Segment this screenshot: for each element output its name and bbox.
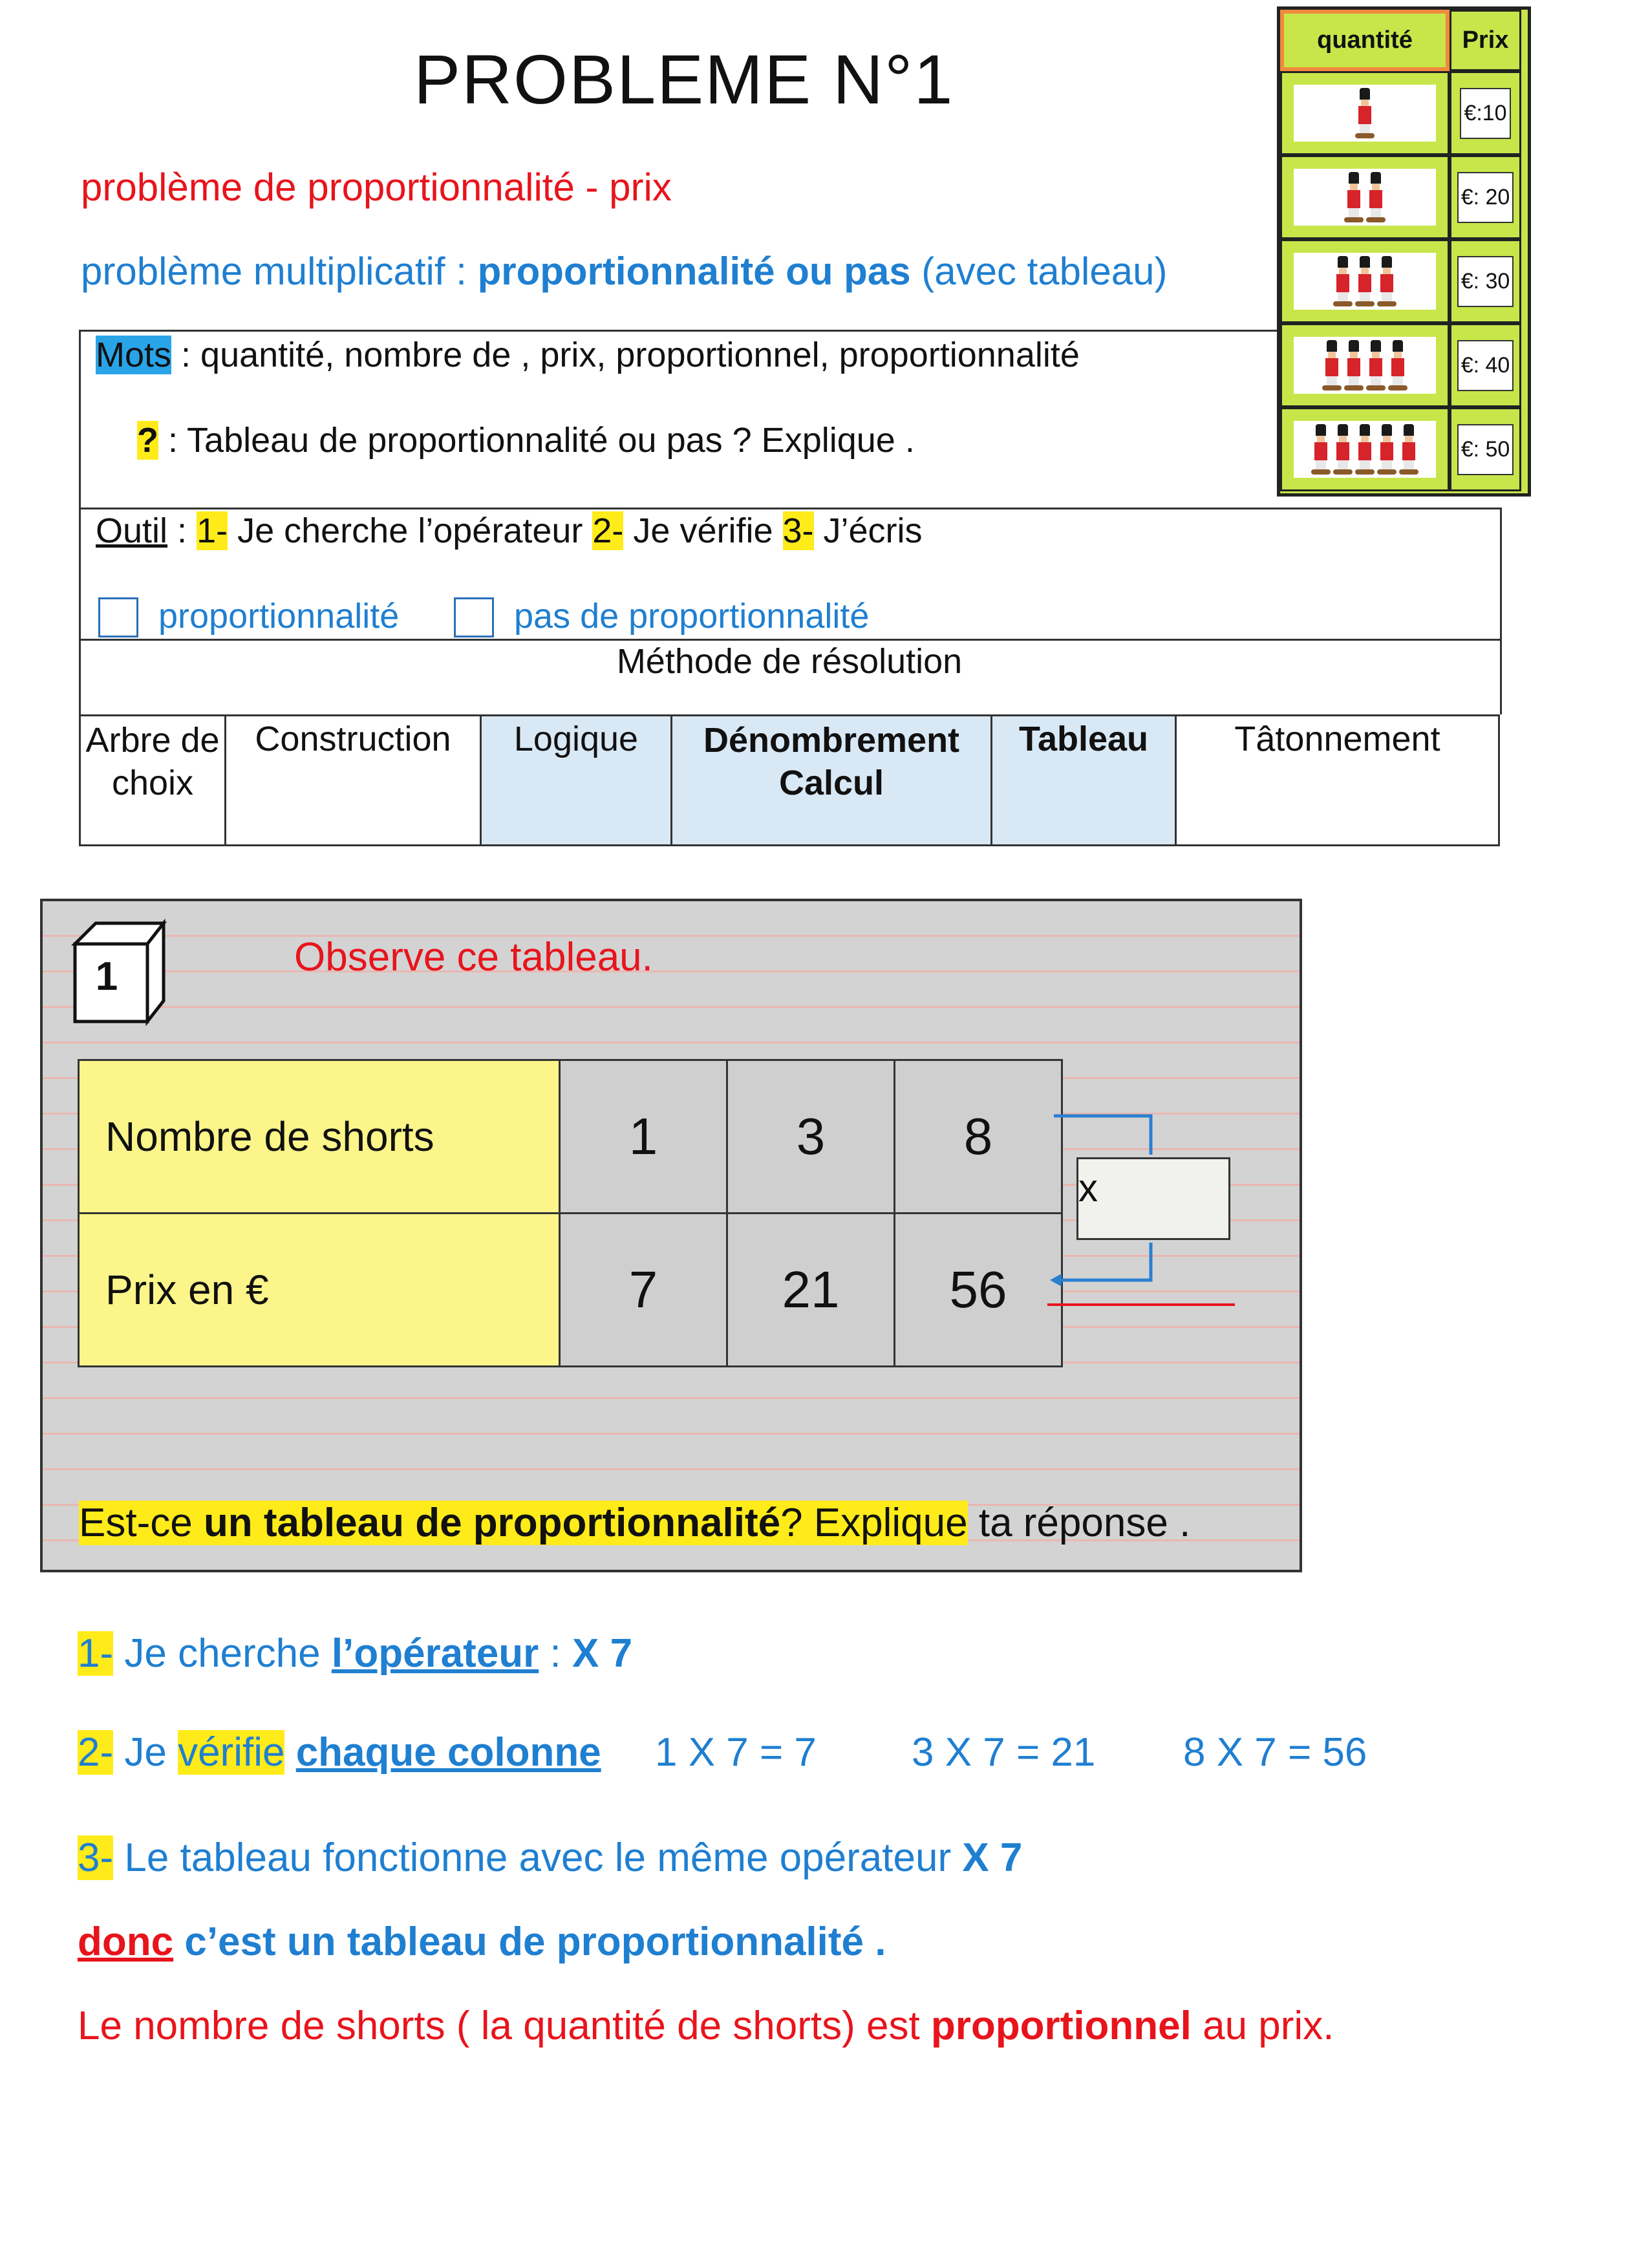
operator-box-text: x	[1078, 1166, 1098, 1210]
row2-cell: 21	[727, 1214, 895, 1367]
answer-eq1: 1 X 7 = 7	[655, 1730, 817, 1775]
outil-label: Outil	[96, 511, 168, 550]
toy-soldier-icon	[1369, 340, 1383, 390]
answer-l5-b: proportionnel	[930, 2004, 1192, 2048]
answer-step2: 2-	[78, 1730, 114, 1775]
question-c: ?	[780, 1501, 814, 1545]
price-row-quantity	[1280, 155, 1450, 239]
question-line	[137, 420, 915, 460]
methode-title: Méthode de résolution	[616, 642, 963, 681]
outil-step2: 2-	[592, 511, 624, 550]
exercise-instruction: Observe ce tableau.	[294, 935, 653, 979]
answer-eq3: 8 X 7 = 56	[1183, 1730, 1367, 1775]
exercise-number: 1	[95, 954, 118, 999]
question-e: ta réponse .	[967, 1501, 1191, 1545]
subtitle-blue-b: proportionnalité ou pas	[477, 250, 911, 293]
answer-l1-a: Je cherche	[113, 1631, 332, 1676]
price-row-price	[1450, 407, 1521, 491]
row2-cell: 7	[560, 1214, 727, 1367]
toy-soldier-icon	[1347, 172, 1361, 222]
outil-step1: 1-	[197, 511, 228, 550]
question-text: : Tableau de proportionnalité ou pas ? Explique .	[158, 421, 915, 460]
price-row-price	[1450, 155, 1521, 239]
method-logique: Logique	[481, 716, 672, 846]
table-row	[79, 1214, 1062, 1367]
method-tableau: Tableau	[992, 716, 1176, 846]
row2-label: Prix en €	[79, 1214, 560, 1367]
toy-soldier-icon	[1347, 340, 1361, 390]
price-row-quantity	[1280, 239, 1450, 323]
row1-cell: 1	[560, 1060, 727, 1214]
outil-text3: J’écris	[813, 511, 923, 550]
toy-soldier-icon	[1336, 256, 1350, 306]
price-value: €: 20	[1457, 172, 1514, 223]
price-row-price	[1450, 71, 1521, 155]
subtitle-blue-a: problème multiplicatif :	[81, 250, 478, 293]
toy-soldier-icon	[1358, 88, 1372, 138]
answer-l3-a: Le tableau fonctionne avec le même opérateur	[113, 1835, 963, 1880]
check1-label: proportionnalité	[158, 597, 400, 636]
price-value: €: 50	[1457, 424, 1514, 475]
shorts-table	[78, 1059, 1063, 1367]
toy-soldier-icon	[1402, 424, 1416, 475]
toy-soldier-icon	[1391, 340, 1405, 390]
page-title: PROBLEME N°1	[414, 40, 954, 118]
price-image-table	[1277, 6, 1531, 497]
price-value: €:10	[1460, 88, 1510, 139]
answer-l3-b: X 7	[962, 1835, 1023, 1880]
question-a: Est-ce	[79, 1501, 204, 1545]
toy-soldier-icon	[1380, 424, 1394, 475]
row1-cell: 3	[727, 1060, 895, 1214]
price-row-quantity	[1280, 71, 1450, 155]
toy-soldier-icon	[1369, 172, 1383, 222]
answer-line-4	[78, 1919, 886, 1965]
price-row-price	[1450, 323, 1521, 407]
check2-label: pas de proportionnalité	[514, 597, 870, 636]
subtitle-red: problème de proportionnalité - prix	[81, 166, 672, 209]
outil-line	[96, 511, 923, 551]
answer-l2-c: chaque colonne	[295, 1730, 601, 1775]
answer-l1-c: :	[539, 1631, 572, 1676]
answer-l2-a: Je	[113, 1730, 178, 1775]
row2-cell: 56	[895, 1214, 1062, 1367]
outil-text1: Je cherche l’opérateur	[228, 511, 593, 550]
table-row	[79, 1060, 1062, 1214]
price-value: €: 40	[1457, 340, 1514, 391]
toy-soldier-icon	[1358, 256, 1372, 306]
mots-text: : quantité, nombre de , prix, proportionnel, proportionnalité	[171, 336, 1080, 374]
answer-step1: 1-	[78, 1631, 114, 1676]
subtitle-blue	[81, 249, 1167, 294]
answer-step3: 3-	[78, 1835, 114, 1880]
methods-table	[79, 714, 1500, 846]
toy-soldier-icon	[1325, 340, 1339, 390]
answer-l5-c: au prix.	[1191, 2004, 1334, 2048]
method-arbre: Arbre de choix	[80, 716, 226, 846]
checkbox-proportionnalite[interactable]	[98, 597, 138, 637]
mots-label: Mots	[96, 336, 172, 374]
toy-soldier-icon	[1380, 256, 1394, 306]
answer-line-2	[78, 1729, 601, 1775]
operator-box[interactable]	[1076, 1157, 1230, 1240]
outil-sep: :	[167, 511, 197, 550]
price-row-quantity	[1280, 323, 1450, 407]
answer-l4-b: c’est un tableau de proportionnalité .	[173, 1920, 886, 1964]
answer-l5-a: Le nombre de shorts ( la quantité de shorts) est	[78, 2004, 931, 2048]
question-mark: ?	[137, 421, 158, 460]
mots-line	[96, 335, 1080, 375]
answer-l1-d: X 7	[572, 1631, 633, 1676]
answer-line-5	[78, 2003, 1334, 2049]
answer-l4-a: donc	[78, 1920, 174, 1964]
price-row-price	[1450, 239, 1521, 323]
method-tatonnement: Tâtonnement	[1176, 716, 1499, 846]
checkbox-pas-proportionnalite[interactable]	[454, 597, 494, 637]
method-denombrement: Dénombrement Calcul	[672, 716, 992, 846]
price-header-price: Prix	[1450, 10, 1521, 71]
row1-cell: 8	[895, 1060, 1062, 1214]
answer-line-3	[78, 1835, 1022, 1881]
row1-label: Nombre de shorts	[79, 1060, 560, 1214]
question-d: Explique	[813, 1501, 968, 1545]
question-b: un tableau de proportionnalité	[203, 1501, 781, 1545]
exercise-question	[79, 1500, 1190, 1546]
toy-soldier-icon	[1336, 424, 1350, 475]
toy-soldier-icon	[1314, 424, 1328, 475]
price-header-qty: quantité	[1280, 10, 1450, 71]
method-construction: Construction	[226, 716, 481, 846]
answer-l1-b: l’opérateur	[331, 1631, 539, 1676]
answer-line-1	[78, 1631, 632, 1676]
answer-l2-b: vérifie	[178, 1730, 285, 1775]
outil-step3: 3-	[782, 511, 814, 550]
price-row-quantity	[1280, 407, 1450, 491]
price-value: €: 30	[1457, 256, 1514, 307]
outil-text2: Je vérifie	[623, 511, 783, 550]
answer-eq2: 3 X 7 = 21	[912, 1730, 1096, 1775]
toy-soldier-icon	[1358, 424, 1372, 475]
subtitle-blue-c: (avec tableau)	[910, 250, 1168, 293]
